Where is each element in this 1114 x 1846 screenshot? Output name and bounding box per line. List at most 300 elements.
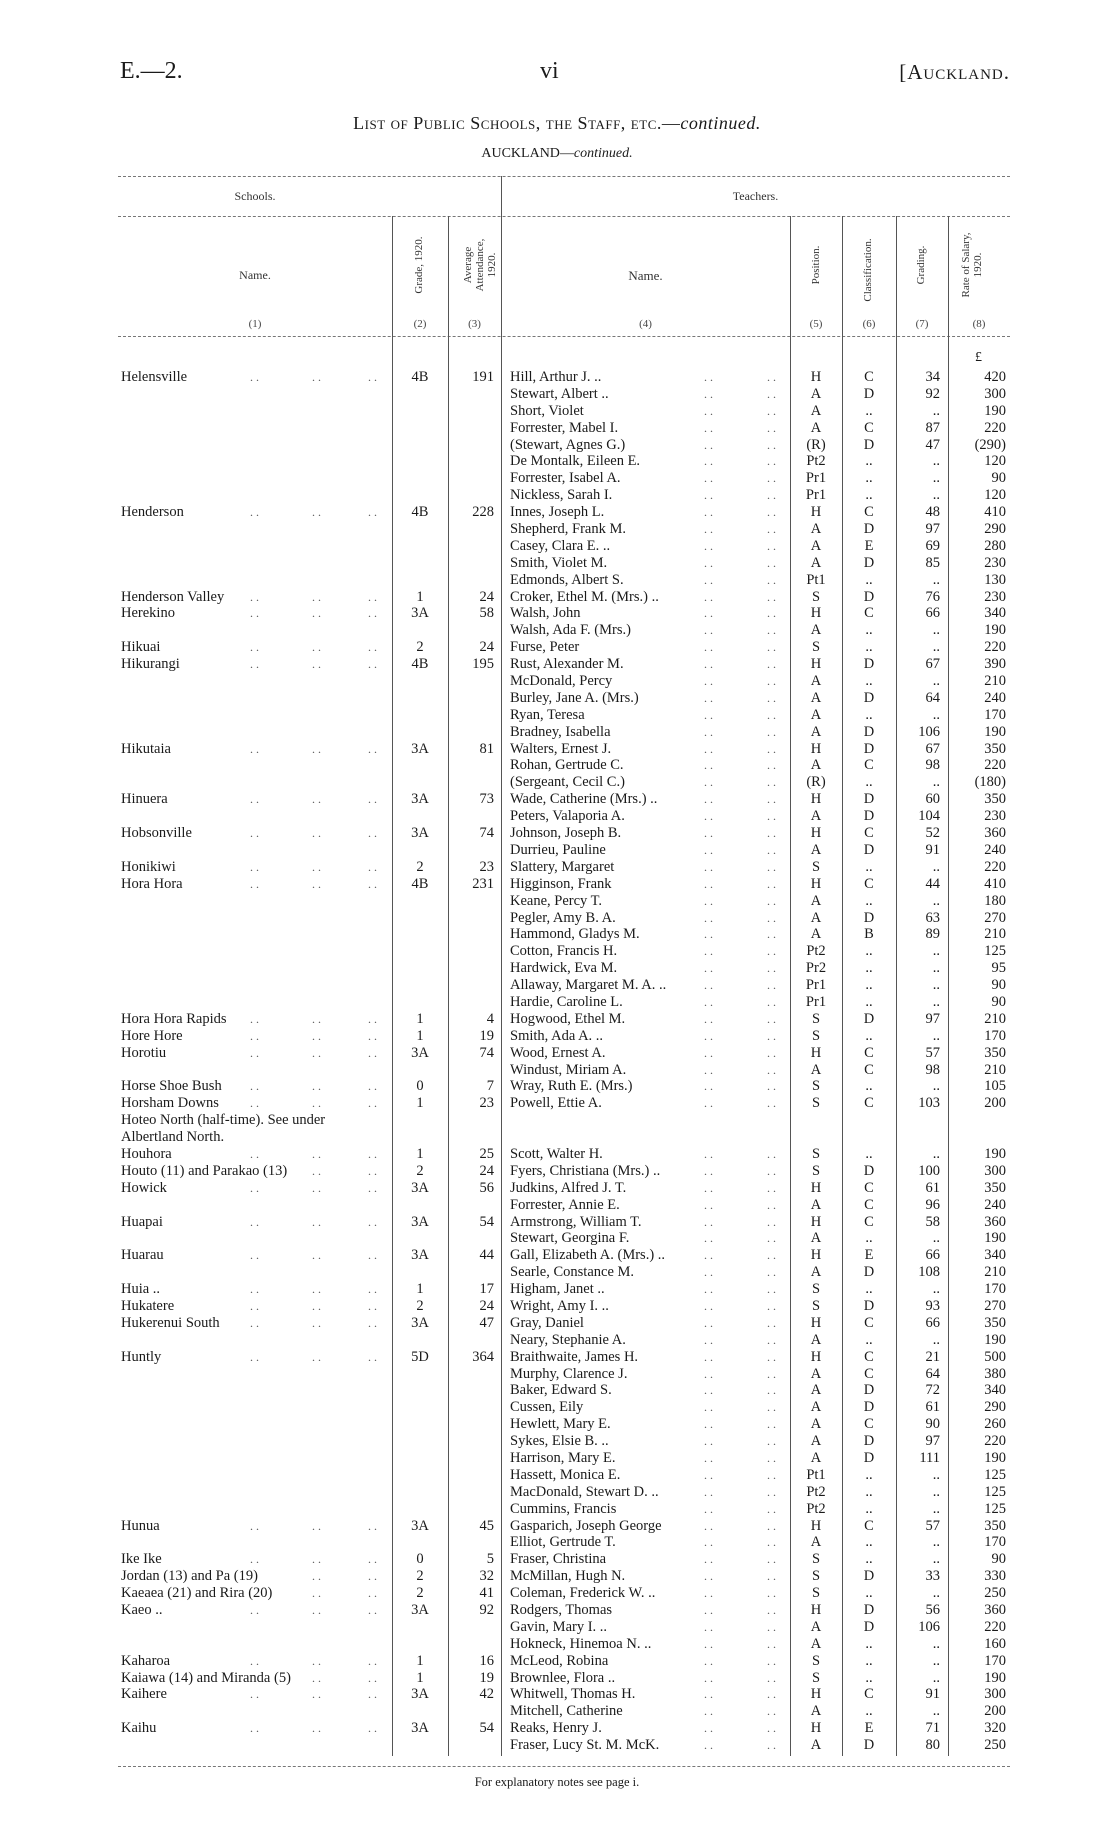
teacher-name: Wade, Catherine (Mrs.) .. <box>510 791 658 808</box>
teacher-grading: 60 <box>925 791 940 808</box>
leader-dots: . . <box>767 1417 776 1432</box>
teacher-position: S <box>811 588 821 605</box>
teacher-grading: 66 <box>925 1247 940 1264</box>
teacher-classification: D <box>863 436 875 453</box>
school-grade: 2 <box>416 1585 424 1602</box>
teacher-position: A <box>810 537 822 554</box>
teacher-classification: .. <box>865 470 873 487</box>
page-subtitle <box>0 146 1114 162</box>
teacher-name: Short, Violet <box>510 402 584 419</box>
leader-dots: . . <box>767 842 776 857</box>
teacher-grading: .. <box>932 1230 940 1247</box>
school-grade: 2 <box>416 858 424 875</box>
leader-dots: . . <box>312 1045 321 1060</box>
salary-rate: 210 <box>984 1010 1006 1027</box>
teacher-name: Elliot, Gertrude T. <box>510 1534 616 1551</box>
teacher-position: H <box>810 1720 822 1737</box>
leader-dots: . . <box>767 1366 776 1381</box>
school-name: Huia .. <box>121 1281 161 1298</box>
school-grade: 3A <box>411 1247 429 1264</box>
teacher-position: A <box>810 1331 822 1348</box>
teacher-position: S <box>811 1145 821 1162</box>
salary-rate: 180 <box>984 892 1006 909</box>
leader-dots: . . <box>704 1451 713 1465</box>
teacher-grading: 100 <box>918 1162 940 1179</box>
teacher-position: S <box>811 1652 821 1669</box>
leader-dots: . . <box>767 1467 776 1482</box>
leader-dots: . . <box>767 1298 776 1313</box>
teacher-position: A <box>810 1433 822 1450</box>
leader-dots: . . <box>312 1298 321 1313</box>
teacher-classification: C <box>864 1179 874 1196</box>
leader-dots: . . <box>704 1197 713 1212</box>
teacher-name: Armstrong, William T. <box>510 1213 642 1230</box>
leader-dots: . . <box>368 1180 377 1195</box>
teacher-classification: C <box>864 1095 874 1112</box>
average-attendance: 56 <box>479 1179 494 1196</box>
teacher-name: Croker, Ethel M. (Mrs.) .. <box>510 588 659 605</box>
leader-dots: . . <box>368 1011 377 1026</box>
salary-rate: 120 <box>984 453 1006 470</box>
teacher-grading: 96 <box>925 1196 940 1213</box>
leader-dots: . . <box>704 1603 713 1618</box>
leader-dots: . . <box>767 1653 776 1668</box>
leader-dots: . . <box>767 657 776 672</box>
table-row <box>0 1129 1114 1146</box>
salary-rate: 250 <box>984 1585 1006 1602</box>
school-grade: 1 <box>416 1145 424 1162</box>
teacher-grading: 90 <box>925 1416 940 1433</box>
teacher-position: A <box>810 808 822 825</box>
teacher-grading: 103 <box>918 1095 940 1112</box>
teacher-position: A <box>810 1196 822 1213</box>
teacher-name: Searle, Constance M. <box>510 1264 635 1281</box>
leader-dots: . . <box>704 893 713 908</box>
average-attendance: 19 <box>479 1669 494 1686</box>
teacher-position: S <box>811 1585 821 1602</box>
leader-dots: . . <box>704 1332 713 1347</box>
teacher-position: S <box>811 1027 821 1044</box>
table-row <box>0 1416 1114 1433</box>
teacher-classification: C <box>864 1416 874 1433</box>
teacher-position: (R) <box>806 774 826 791</box>
school-grade: 2 <box>416 1162 424 1179</box>
teacher-name: Harrison, Mary E. <box>510 1450 616 1466</box>
teacher-grading: 33 <box>925 1568 940 1585</box>
leader-dots: . . <box>250 741 259 756</box>
teacher-position: H <box>810 875 822 892</box>
teacher-classification: C <box>864 1517 874 1534</box>
teacher-position: H <box>810 1602 822 1619</box>
table-row <box>0 774 1114 791</box>
leader-dots: . . <box>767 724 776 739</box>
average-attendance: 54 <box>479 1720 494 1737</box>
average-attendance: 74 <box>479 825 494 842</box>
leader-dots: . . <box>767 1535 776 1550</box>
teacher-name: Rohan, Gertrude C. <box>510 757 624 774</box>
average-attendance: 47 <box>479 1314 494 1331</box>
leader-dots: . . <box>250 1079 259 1094</box>
leader-dots: . . <box>767 606 776 621</box>
average-attendance: 24 <box>479 1162 494 1179</box>
teacher-grading: .. <box>932 1500 940 1517</box>
leader-dots: . . <box>704 1467 713 1482</box>
teacher-position: H <box>810 656 822 673</box>
teacher-grading: 98 <box>925 1061 940 1078</box>
teacher-classification: .. <box>865 1230 873 1247</box>
leader-dots: . . <box>767 1484 776 1499</box>
teacher-position: A <box>810 909 822 926</box>
school-grade: 1 <box>416 1010 424 1027</box>
leader-dots: . . <box>368 1670 377 1685</box>
leader-dots: . . <box>704 1400 713 1415</box>
table-row <box>0 1264 1114 1281</box>
school-name: Kaiawa (14) and Miranda (5) <box>121 1669 291 1686</box>
teacher-classification: C <box>864 1314 874 1331</box>
leader-dots: . . <box>704 1079 713 1094</box>
leader-dots: . . <box>312 1282 321 1297</box>
average-attendance: 44 <box>479 1247 494 1264</box>
salary-rate: 220 <box>984 1433 1006 1450</box>
leader-dots: . . <box>704 842 713 857</box>
leader-dots: . . <box>704 792 713 807</box>
leader-dots: . . <box>368 505 377 520</box>
table-row <box>0 1230 1114 1247</box>
leader-dots: . . <box>704 505 713 520</box>
teacher-classification: .. <box>865 673 873 690</box>
leader-dots: . . <box>704 1484 713 1499</box>
average-attendance: 54 <box>479 1213 494 1230</box>
teacher-grading: .. <box>932 622 940 639</box>
teacher-grading: 80 <box>925 1737 940 1754</box>
teacher-classification: D <box>863 554 875 571</box>
leader-dots: . . <box>767 1552 776 1567</box>
table-row <box>0 791 1114 808</box>
teacher-classification: D <box>863 1450 875 1466</box>
teacher-position: S <box>811 1568 821 1585</box>
teacher-position: Pt2 <box>806 1483 826 1500</box>
leader-dots: . . <box>704 370 713 384</box>
leader-dots: . . <box>368 606 377 621</box>
teacher-grading: .. <box>932 1466 940 1483</box>
teacher-name: Walsh, Ada F. (Mrs.) <box>510 622 631 639</box>
teacher-classification: .. <box>865 858 873 875</box>
teacher-classification: D <box>863 1264 875 1281</box>
school-name: Henderson Valley <box>121 588 225 605</box>
school-grade: 4B <box>411 875 429 892</box>
teacher-position: A <box>810 706 822 723</box>
leader-dots: . . <box>312 640 321 655</box>
teacher-classification: .. <box>865 453 873 470</box>
teacher-grading: 91 <box>925 841 940 858</box>
table-row <box>0 1619 1114 1636</box>
teacher-position: A <box>810 841 822 858</box>
teacher-name-header: Name. <box>628 268 663 283</box>
school-grade: 3A <box>411 791 429 808</box>
teacher-grading: 44 <box>925 875 940 892</box>
salary-rate: (180) <box>974 774 1006 791</box>
leader-dots: . . <box>704 471 713 486</box>
table-row <box>0 690 1114 707</box>
table-row <box>0 1501 1114 1518</box>
table-row <box>0 1028 1114 1045</box>
salary-rate: 240 <box>984 689 1006 706</box>
leader-dots: . . <box>368 1045 377 1060</box>
teacher-position: S <box>811 1095 821 1112</box>
teacher-position: A <box>810 1703 822 1720</box>
teacher-position: A <box>810 723 822 740</box>
leader-dots: . . <box>704 1315 713 1330</box>
school-grade: 3A <box>411 1686 429 1703</box>
salary-rate: 300 <box>984 1686 1006 1703</box>
school-name: Herekino <box>121 605 175 622</box>
teacher-name: Edmonds, Albert S. <box>510 571 624 588</box>
teacher-name: Braithwaite, James H. <box>510 1348 639 1365</box>
leader-dots: . . <box>767 437 776 452</box>
teacher-position: A <box>810 402 822 419</box>
teacher-name: Reaks, Henry J. <box>510 1720 602 1737</box>
teacher-classification: D <box>863 909 875 926</box>
table-row <box>0 1433 1114 1450</box>
teacher-grading: .. <box>932 487 940 504</box>
leader-dots: . . <box>312 741 321 756</box>
salary-rate: 130 <box>984 571 1006 588</box>
school-grade: 2 <box>416 1568 424 1585</box>
teacher-classification: .. <box>865 943 873 960</box>
teacher-position: H <box>810 1247 822 1264</box>
teacher-grading: 34 <box>925 369 940 385</box>
teacher-classification: C <box>864 605 874 622</box>
teacher-classification: D <box>863 521 875 538</box>
school-name-header: Name. <box>239 268 271 282</box>
leader-dots: . . <box>704 1704 713 1719</box>
average-attendance: 24 <box>479 588 494 605</box>
leader-dots: . . <box>704 522 713 537</box>
teacher-position: A <box>810 1618 822 1635</box>
salary-rate: 120 <box>984 487 1006 504</box>
leader-dots: . . <box>250 640 259 655</box>
school-name: Albertland North. <box>121 1129 225 1146</box>
teacher-classification: C <box>864 369 874 385</box>
table-row <box>0 842 1114 859</box>
teacher-position: A <box>810 1450 822 1466</box>
leader-dots: . . <box>704 859 713 874</box>
teacher-grading: .. <box>932 470 940 487</box>
teacher-name: Forrester, Isabel A. <box>510 470 621 487</box>
leader-dots: . . <box>767 1011 776 1026</box>
leader-dots: . . <box>312 1687 321 1702</box>
teacher-name: Wood, Ernest A. <box>510 1044 606 1061</box>
leader-dots: . . <box>767 741 776 756</box>
teacher-classification: C <box>864 1044 874 1061</box>
subtitle-main: AUCKLAND— <box>481 146 574 161</box>
school-grade: 2 <box>416 639 424 656</box>
table-row <box>0 808 1114 825</box>
teacher-name: Higginson, Frank <box>510 875 612 892</box>
school-grade: 0 <box>416 1078 424 1095</box>
school-grade: 3A <box>411 825 429 842</box>
header-bottom-rule <box>118 336 1010 337</box>
table-row <box>0 1551 1114 1568</box>
teacher-classification: .. <box>865 1500 873 1517</box>
salary-rate: 210 <box>984 1061 1006 1078</box>
leader-dots: . . <box>767 1721 776 1736</box>
leader-dots: . . <box>704 674 713 689</box>
school-grade: 4B <box>411 656 429 673</box>
average-attendance: 74 <box>479 1044 494 1061</box>
leader-dots: . . <box>250 1248 259 1263</box>
school-grade: 1 <box>416 1669 424 1686</box>
column-number: (6) <box>862 318 876 330</box>
average-attendance: 191 <box>472 369 494 385</box>
teacher-grading: .. <box>932 977 940 994</box>
teacher-name: Hill, Arthur J. .. <box>510 369 602 385</box>
leader-dots: . . <box>704 623 713 638</box>
teacher-name: Keane, Percy T. <box>510 892 603 909</box>
leader-dots: . . <box>704 589 713 604</box>
teacher-position: S <box>811 1669 821 1686</box>
teacher-grading: 67 <box>925 656 940 673</box>
leader-dots: . . <box>704 724 713 739</box>
leader-dots: . . <box>250 1298 259 1313</box>
teacher-grading: 87 <box>925 419 940 436</box>
footnote: For explanatory notes see page i. <box>474 1775 640 1789</box>
leader-dots: . . <box>312 1315 321 1330</box>
salary-rate: 90 <box>991 1551 1006 1568</box>
salary-rate: 220 <box>984 858 1006 875</box>
leader-dots: . . <box>312 1163 321 1178</box>
salary-rate: 190 <box>984 1450 1006 1466</box>
leader-dots: . . <box>250 1552 259 1567</box>
leader-dots: . . <box>767 386 776 401</box>
leader-dots: . . <box>368 826 377 841</box>
teacher-position: S <box>811 639 821 656</box>
table-row <box>0 386 1114 403</box>
salary-rate: 200 <box>984 1703 1006 1720</box>
salary-rate: 210 <box>984 926 1006 943</box>
teacher-classification: E <box>864 537 874 554</box>
teacher-grading: .. <box>932 1483 940 1500</box>
teacher-classification: .. <box>865 993 873 1010</box>
leader-dots: . . <box>704 1298 713 1313</box>
table-row <box>0 622 1114 639</box>
teacher-grading: .. <box>932 639 940 656</box>
school-name: Hikurangi <box>121 656 180 673</box>
salary-rate: 320 <box>984 1720 1006 1737</box>
teacher-grading: 104 <box>918 808 940 825</box>
teacher-name: Fyers, Christiana (Mrs.) .. <box>510 1162 661 1179</box>
salary-rate: 410 <box>984 875 1006 892</box>
teacher-classification: D <box>863 656 875 673</box>
table-row <box>0 707 1114 724</box>
leader-dots: . . <box>767 538 776 553</box>
table-row <box>0 1332 1114 1349</box>
leader-dots: . . <box>767 1434 776 1449</box>
teacher-grading: 21 <box>925 1348 940 1365</box>
leader-dots: . . <box>250 876 259 891</box>
teacher-grading: .. <box>932 706 940 723</box>
leader-dots: . . <box>767 623 776 638</box>
school-name: Jordan (13) and Pa (19) <box>121 1568 258 1585</box>
leader-dots: . . <box>704 1045 713 1060</box>
teacher-position: S <box>811 1281 821 1298</box>
teacher-position: H <box>810 791 822 808</box>
teacher-classification: .. <box>865 487 873 504</box>
leader-dots: . . <box>704 809 713 824</box>
leader-dots: . . <box>704 606 713 621</box>
leader-dots: . . <box>767 826 776 841</box>
teacher-name: Ryan, Teresa <box>510 706 585 723</box>
salary-rate: 410 <box>984 504 1006 521</box>
average-attendance: 7 <box>486 1078 494 1095</box>
teacher-position: A <box>810 1399 822 1416</box>
school-name: Hikuai <box>121 639 161 656</box>
salary-rate: 350 <box>984 740 1006 757</box>
table-row <box>0 504 1114 521</box>
school-name: Houhora <box>121 1145 172 1162</box>
teacher-name: Brownlee, Flora .. <box>510 1669 616 1686</box>
leader-dots: . . <box>767 403 776 418</box>
leader-dots: . . <box>704 1383 713 1398</box>
school-name: Helensville <box>121 369 188 385</box>
teacher-grading: 108 <box>918 1264 940 1281</box>
school-name: Hinuera <box>121 791 168 808</box>
teacher-name: Smith, Ada A. .. <box>510 1027 604 1044</box>
teacher-classification: D <box>863 385 875 402</box>
school-name: Kaihere <box>121 1686 167 1703</box>
schools-staff-table <box>0 369 1114 1754</box>
teacher-classification: B <box>864 926 874 943</box>
teacher-grading: 72 <box>925 1382 940 1399</box>
teacher-name: Coleman, Frederick W. .. <box>510 1585 656 1602</box>
leader-dots: . . <box>767 1315 776 1330</box>
leader-dots: . . <box>368 1552 377 1567</box>
school-name: Huapai <box>121 1213 163 1230</box>
leader-dots: . . <box>250 1349 259 1364</box>
school-name: Hunua <box>121 1517 160 1534</box>
leader-dots: . . <box>312 826 321 841</box>
title-italic: continued. <box>680 113 761 133</box>
leader-dots: . . <box>312 505 321 520</box>
leader-dots: . . <box>312 1603 321 1618</box>
salary-rate: 125 <box>984 943 1006 960</box>
leader-dots: . . <box>368 370 377 384</box>
teacher-classification: D <box>863 1618 875 1635</box>
leader-dots: . . <box>767 994 776 1009</box>
leader-dots: . . <box>704 910 713 925</box>
leader-dots: . . <box>368 1248 377 1263</box>
teacher-grading: 67 <box>925 740 940 757</box>
classification-header: Classification. <box>862 238 874 302</box>
teacher-grading: .. <box>932 402 940 419</box>
teacher-position: Pt2 <box>806 1500 826 1517</box>
leader-dots: . . <box>312 1586 321 1601</box>
teacher-grading: 93 <box>925 1297 940 1314</box>
table-row <box>0 1349 1114 1366</box>
school-name: Huntly <box>121 1348 162 1365</box>
leader-dots: . . <box>250 792 259 807</box>
salary-rate: 90 <box>991 470 1006 487</box>
salary-rate: 190 <box>984 1331 1006 1348</box>
table-row <box>0 1078 1114 1095</box>
leader-dots: . . <box>704 640 713 655</box>
teacher-name: Hassett, Monica E. <box>510 1466 621 1483</box>
leader-dots: . . <box>767 1383 776 1398</box>
teacher-grading: 56 <box>925 1602 940 1619</box>
average-attendance: 41 <box>479 1585 494 1602</box>
school-grade: 4B <box>411 504 429 521</box>
leader-dots: . . <box>312 657 321 672</box>
